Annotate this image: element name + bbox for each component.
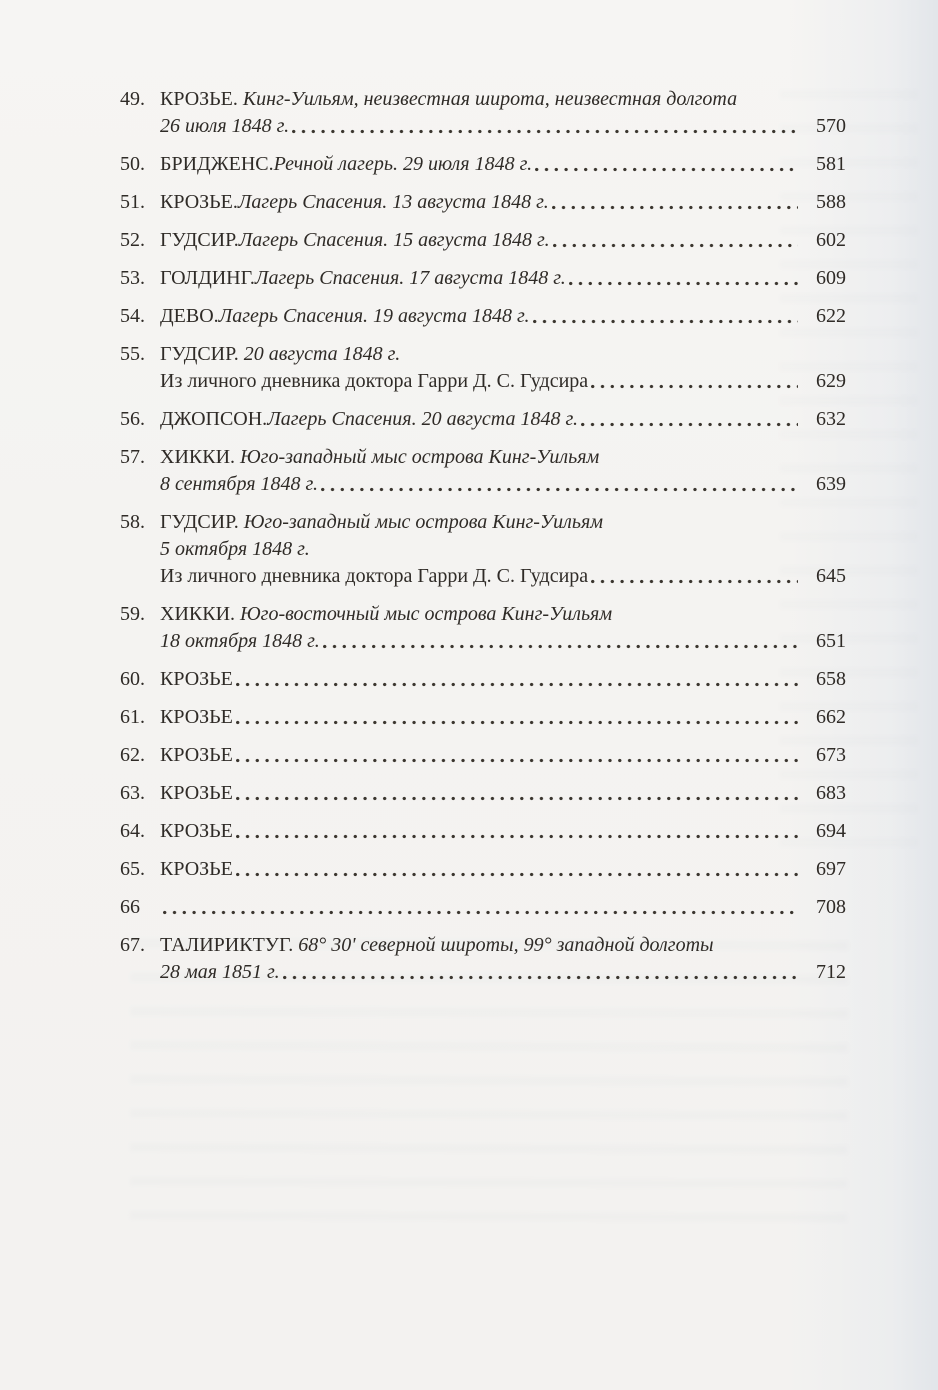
entry-body (160, 227, 846, 254)
entry-line-with-page (160, 742, 846, 769)
toc-entry (120, 509, 846, 590)
page-number: 602 (816, 229, 846, 251)
dot-leader (283, 975, 798, 980)
toc-entry (120, 666, 846, 693)
entry-title-text: ТАЛИРИКТУГ. (160, 934, 299, 956)
entry-title-text: КРОЗЬЕ (160, 744, 233, 766)
entry-number: 49. (120, 88, 145, 110)
page-number: 622 (816, 305, 846, 327)
entry-subtitle-text: Лагерь Спасения. 17 августа 1848 г. (254, 267, 566, 289)
entry-line (160, 509, 846, 536)
entry-number: 60. (120, 668, 145, 690)
page-number: 609 (816, 267, 846, 289)
page-number: 632 (816, 408, 846, 430)
entry-body (160, 444, 846, 498)
entry-title-text: Из личного дневника доктора Гарри Д. С. Гудсира (160, 565, 589, 587)
entry-line-with-page (160, 666, 846, 693)
page-number: 645 (816, 565, 846, 587)
toc-entry (120, 818, 846, 845)
entry-body (160, 189, 846, 216)
dot-leader (323, 644, 798, 649)
entry-number: 56. (120, 408, 145, 430)
dot-leader (236, 872, 798, 877)
page-number: 629 (816, 370, 846, 392)
entry-body (160, 509, 846, 590)
entry-number: 53. (120, 267, 145, 289)
entry-line-with-page (160, 780, 846, 807)
dot-leader (163, 910, 798, 915)
entry-subtitle-text: Лагерь Спасения. 15 августа 1848 г. (238, 229, 550, 251)
entry-body (160, 151, 846, 178)
entry-subtitle-text: 18 октября 1848 г. (160, 630, 320, 652)
entry-title-text: ГУДСИР. (160, 511, 244, 533)
entry-number: 51. (120, 191, 145, 213)
page-number: 639 (816, 473, 846, 495)
entry-line-with-page (160, 406, 846, 433)
dot-leader (535, 167, 798, 172)
dot-leader (321, 487, 798, 492)
entry-body (160, 86, 846, 140)
page-number: 651 (816, 630, 846, 652)
page-number: 570 (816, 115, 846, 137)
page-number: 662 (816, 706, 846, 728)
entry-title-text: КРОЗЬЕ (160, 820, 233, 842)
dot-leader (236, 758, 798, 763)
toc-entry (120, 780, 846, 807)
entry-title-text: КРОЗЬЕ. (160, 88, 243, 110)
entry-subtitle-text: Юго-западный мыс острова Кинг-Уильям (240, 446, 600, 468)
entry-body (160, 818, 846, 845)
entry-line-with-page (160, 227, 846, 254)
entry-title-text: КРОЗЬЕ (160, 782, 233, 804)
dot-leader (552, 205, 798, 210)
entry-line-with-page (160, 113, 846, 140)
entry-number: 52. (120, 229, 145, 251)
entry-number: 64. (120, 820, 145, 842)
entry-subtitle-text: Юго-восточный мыс острова Кинг-Уильям (240, 603, 613, 625)
dot-leader (591, 579, 798, 584)
entry-line-with-page (160, 265, 846, 292)
entry-subtitle-text: 28 мая 1851 г. (160, 961, 280, 983)
entry-line-with-page (160, 189, 846, 216)
entry-title-text: БРИДЖЕНС. (160, 153, 274, 175)
entry-subtitle-text: 20 августа 1848 г. (243, 343, 401, 365)
entry-line (160, 601, 846, 628)
page-number: 712 (816, 961, 846, 983)
entry-line (160, 536, 846, 563)
dot-leader (236, 834, 798, 839)
entry-title-text: Из личного дневника доктора Гарри Д. С. Гудсира (160, 370, 589, 392)
entry-number: 66 (120, 896, 140, 918)
toc-entry (120, 444, 846, 498)
entry-number: 58. (120, 511, 145, 533)
toc-entry (120, 601, 846, 655)
entry-line-with-page (160, 368, 846, 395)
entry-body (160, 406, 846, 433)
entry-number: 59. (120, 603, 145, 625)
entry-number: 54. (120, 305, 145, 327)
entry-number: 63. (120, 782, 145, 804)
entry-line-with-page (160, 563, 846, 590)
toc-entry (120, 894, 846, 921)
toc-entry (120, 341, 846, 395)
toc-entry (120, 856, 846, 883)
entry-line-with-page (160, 303, 846, 330)
entry-subtitle-text: 26 июля 1848 г. (160, 115, 290, 137)
entry-line-with-page (160, 151, 846, 178)
entry-subtitle-text: Лагерь Спасения. 20 августа 1848 г. (267, 408, 579, 430)
page-number: 694 (816, 820, 846, 842)
entry-title-text: ГОЛДИНГ. (160, 267, 255, 289)
entry-subtitle-text: Лагерь Спасения. 13 августа 1848 г. (237, 191, 549, 213)
page-number: 673 (816, 744, 846, 766)
entry-number: 62. (120, 744, 145, 766)
entry-line-with-page (160, 894, 846, 921)
entry-title-text: ГУДСИР. (160, 343, 244, 365)
dot-leader (236, 796, 798, 801)
entry-subtitle-text: Юго-западный мыс острова Кинг-Уильям (243, 511, 603, 533)
entry-line-with-page (160, 818, 846, 845)
entry-line (160, 444, 846, 471)
entry-subtitle-text: Речной лагерь. 29 июля 1848 г. (273, 153, 533, 175)
entry-number: 67. (120, 934, 145, 956)
entry-subtitle-text: Лагерь Спасения. 19 августа 1848 г. (218, 305, 530, 327)
entry-body (160, 341, 846, 395)
entry-title-text: КРОЗЬЕ (160, 858, 233, 880)
toc-list (120, 86, 846, 997)
toc-entry (120, 189, 846, 216)
page-number: 708 (816, 896, 846, 918)
page-number: 581 (816, 153, 846, 175)
entry-title-text: ГУДСИР. (160, 229, 239, 251)
dot-leader (581, 422, 798, 427)
toc-entry (120, 406, 846, 433)
dot-leader (569, 281, 798, 286)
entry-title-text: ХИККИ. (160, 446, 241, 468)
toc-entry (120, 303, 846, 330)
entry-number: 57. (120, 446, 145, 468)
entry-title-text: ХИККИ. (160, 603, 241, 625)
toc-entry (120, 704, 846, 731)
dot-leader (236, 682, 798, 687)
entry-body (160, 932, 846, 986)
entry-title-text: ДЕВО. (160, 305, 219, 327)
entry-body (160, 303, 846, 330)
dot-leader (236, 720, 798, 725)
page-number: 697 (816, 858, 846, 880)
toc-entry (120, 742, 846, 769)
entry-title-text: КРОЗЬЕ (160, 668, 233, 690)
entry-subtitle-text: 8 сентября 1848 г. (160, 473, 319, 495)
entry-title-text: КРОЗЬЕ (160, 706, 233, 728)
entry-body (160, 894, 846, 921)
entry-title-text: ДЖОПСОН. (160, 408, 268, 430)
entry-title-text: КРОЗЬЕ. (160, 191, 238, 213)
entry-number: 61. (120, 706, 145, 728)
entry-subtitle-text: 5 октября 1848 г. (160, 538, 310, 560)
toc-entry (120, 265, 846, 292)
entry-body (160, 265, 846, 292)
entry-number: 55. (120, 343, 145, 365)
toc-entry (120, 227, 846, 254)
page-number: 658 (816, 668, 846, 690)
entry-number: 50. (120, 153, 145, 175)
dot-leader (292, 129, 798, 134)
entry-line-with-page (160, 856, 846, 883)
toc-entry (120, 151, 846, 178)
entry-body (160, 780, 846, 807)
entry-subtitle-text: Кинг-Уильям, неизвестная широта, неизвестная долгота (242, 88, 738, 110)
dot-leader (533, 319, 799, 324)
entry-body (160, 704, 846, 731)
entry-subtitle-text: 68° 30' северной широты, 99° западной долготы (298, 934, 714, 956)
toc-entry (120, 86, 846, 140)
entry-number: 65. (120, 858, 145, 880)
entry-body (160, 666, 846, 693)
entry-line-with-page (160, 471, 846, 498)
entry-line-with-page (160, 959, 846, 986)
entry-body (160, 742, 846, 769)
entry-line-with-page (160, 628, 846, 655)
dot-leader (553, 243, 798, 248)
entry-body (160, 601, 846, 655)
page-number: 683 (816, 782, 846, 804)
entry-line-with-page (160, 704, 846, 731)
entry-body (160, 856, 846, 883)
entry-line (160, 86, 846, 113)
dot-leader (591, 384, 798, 389)
toc-entry (120, 932, 846, 986)
page-number: 588 (816, 191, 846, 213)
entry-line (160, 341, 846, 368)
entry-line (160, 932, 846, 959)
